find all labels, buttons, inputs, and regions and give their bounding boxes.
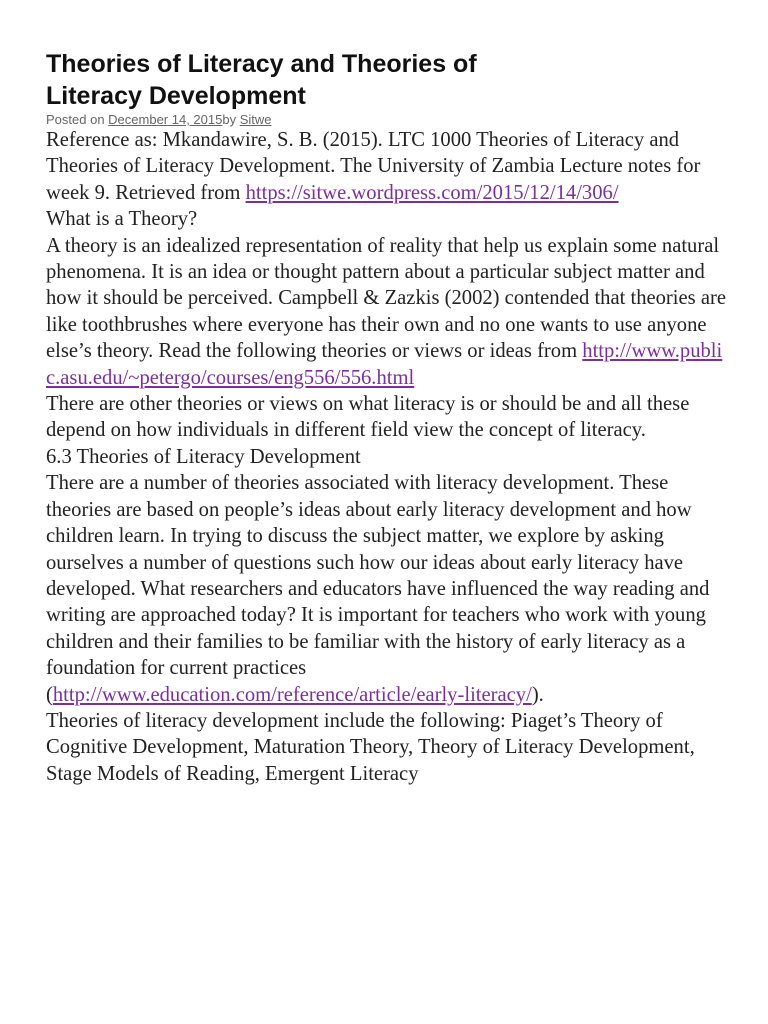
author-link[interactable]: Sitwe	[239, 112, 272, 127]
education-link[interactable]: http://www.education.com/reference/article/early-literacy/	[52, 683, 532, 706]
article	[46, 48, 726, 787]
post-meta	[46, 112, 726, 127]
by-label: by	[222, 112, 240, 127]
heading-what-is-theory: What is a Theory?	[46, 208, 198, 231]
theory-paragraph	[46, 233, 726, 391]
development-paragraph	[46, 470, 726, 708]
views-paragraph: There are other theories or views on what literacy is or should be and all these depend on how individuals in different field view the concept of literacy.	[46, 393, 690, 442]
list-paragraph: Theories of literacy development include the following: Piaget’s Theory of Cognitive Development, Maturation Theory, Theory of Literacy Development, Stage Models of Reading, Emergent Literacy	[46, 709, 695, 785]
development-close: ).	[531, 683, 544, 706]
asu-link[interactable]: http://www.public.asu.edu/~petergo/courses/eng556/556.html	[46, 340, 723, 389]
reference-text: Reference as: Mkandawire, S. B. (2015). LTC 1000 Theories of Literacy and Theories of Literacy Development. The University of Zambia Lecture notes for week 9. Retrieved from	[46, 129, 701, 204]
post-title: Theories of Literacy and Theories of Literacy Development	[46, 50, 477, 110]
section-heading: 6.3 Theories of Literacy Development	[46, 445, 361, 468]
reference-link[interactable]: https://sitwe.wordpress.com/2015/12/14/306/	[245, 181, 619, 204]
reference-paragraph	[46, 127, 726, 206]
theory-text: A theory is an idealized representation of reality that help us explain some natural phenomena. It is an idea or thought pattern about a particular subject matter and how it should be perceived. Campbell & Zazkis (2002) contended that theories are like toothbrushes where everyone has their own and no one wants to use anyone else’s theory. Read the following theories or views or ideas from	[46, 234, 726, 363]
post-date-link[interactable]: December 14, 2015	[108, 112, 223, 127]
post-content	[46, 127, 726, 787]
development-text: There are a number of theories associated with literacy development. These theories are based on people’s ideas about early literacy development and how children learn. In trying to discuss the subject matter, we explore by asking ourselves a number of questions such how our ideas about early literacy have developed. What researchers and educators have influenced the way reading and writing are approached today? It is important for teachers who work with young children and their families to be familiar with the history of early literacy as a foundation for current practices (	[46, 472, 710, 706]
posted-on-label: Posted on	[46, 112, 109, 127]
